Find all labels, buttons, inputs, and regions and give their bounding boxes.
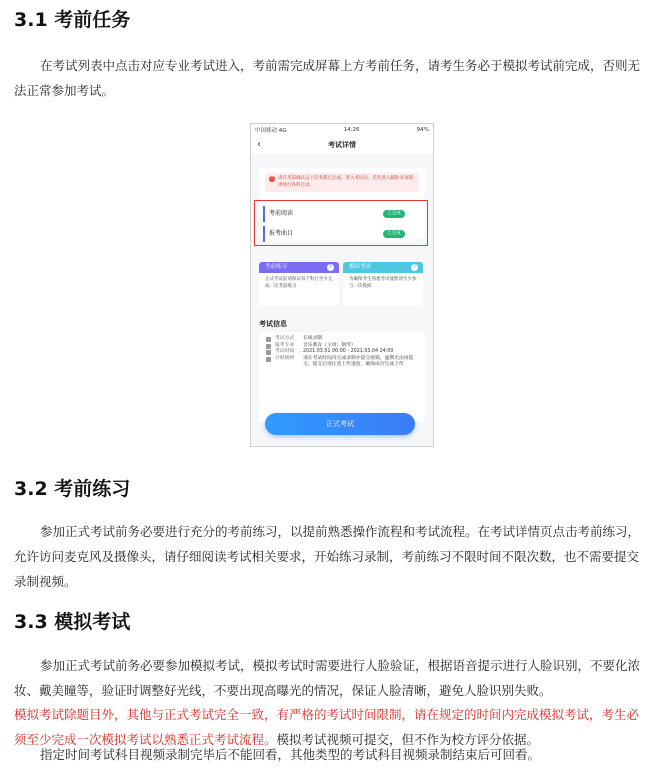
section-paragraph-3-1: 在考试列表中点击对应专业考试进入，考前需完成屏幕上方考前任务，请考生务必于模拟考试前完成，否则无法正常参加考试。 [14, 58, 641, 98]
phone-screenshot [250, 123, 434, 447]
clock-icon [266, 350, 271, 355]
section-heading-3-1: 3.1 考前任务 [14, 9, 131, 31]
carrier-text: 中国移动 4G [255, 128, 287, 134]
start-exam-button[interactable]: 正式考试 [265, 413, 415, 435]
timer-icon [266, 357, 271, 362]
status-badge: 已完成 [383, 230, 405, 238]
alert-icon: ! [269, 176, 275, 182]
info-icon [266, 344, 271, 349]
nav-title: 考试详情 [328, 141, 356, 149]
battery-text: 94% [416, 127, 429, 133]
status-badge: 已完成 [383, 210, 405, 218]
info-row: 考试时间 2021.03.01 00:00 - 2021.03.04 24:00 [259, 349, 425, 356]
section-heading-3-3: 3.3 模拟考试 [14, 611, 131, 633]
mock-card-desc: 为确保考生熟悉考试流程请至少参与一次模拟 [349, 277, 417, 289]
status-time: 14:26 [343, 127, 360, 133]
practice-card[interactable] [259, 262, 339, 306]
section-paragraph-3-2: 参加正式考试前务必要进行充分的考前练习，以提前熟悉操作流程和考试流程。在考试详情页点击考前练习，允许访问麦克风及摄像头，请仔细阅读考试相关要求，开始练习录制，考前练习不限时间不限次数，也不需要提交录制视频。 [14, 524, 641, 589]
info-row: 报考专业 音乐教育（主项：钢琴） [259, 343, 425, 350]
task-repertoire[interactable]: 报考曲目 已完成 [263, 226, 415, 242]
info-row: 计时规则 请在考试时间内完成录制并提交视频，逾期无法再提交，提交后请注意上传进度，确保成功完成上传 [259, 356, 425, 369]
notice-banner [265, 173, 419, 192]
mock-exam-card[interactable] [343, 262, 423, 306]
section-paragraph-3-3: 参加正式考试前务必要参加模拟考试，模拟考试时需要进行人脸验证，根据语音提示进行人脸识别，不要化浓妆、戴美瞳等，验证时调整好光线，不要出现高曝光的情况，保证人脸清晰，避免人脸识别失败。 [14, 658, 641, 698]
nav-bar [251, 136, 433, 154]
help-icon[interactable]: ? [327, 264, 334, 271]
help-icon[interactable]: ? [411, 264, 418, 271]
info-icon [266, 337, 271, 342]
task-reading[interactable]: 考前阅读 已完成 [263, 206, 415, 222]
mock-card-header: 模拟考试 ? [343, 262, 423, 273]
exam-info-card [259, 332, 425, 422]
info-title: 考试信息 [259, 320, 287, 328]
notice-text: 请在考前确认以下任务都已完成，进入考试后，若先进入辅助业录制请进行各科目录。 [278, 176, 413, 188]
section-heading-3-2: 3.2 考前练习 [14, 478, 131, 500]
info-row: 考试方式 在线录制 [259, 336, 425, 343]
section-paragraph-3-3-red: 模拟考试除题目外，其他与正式考试完全一致，有严格的考试时间限制，请在规定的时间内完成模拟考试，考生必须至少完成一次模拟考试以熟悉正式考试流程。模拟考试视频可提交，但不作为校方评分依据。 [14, 707, 640, 747]
practice-card-desc: 正式考试前请保证每个科目至少完成一次考前练习 [265, 277, 333, 289]
status-bar [251, 124, 433, 136]
section-paragraph-3-3-last: 指定时间考试科目视频录制完毕后不能回看，其他类型的考试科目视频录制结束后可回看。 [40, 747, 541, 762]
chevron-left-icon[interactable]: ‹ [257, 139, 261, 150]
practice-card-header: 考前练习 ? [259, 262, 339, 273]
